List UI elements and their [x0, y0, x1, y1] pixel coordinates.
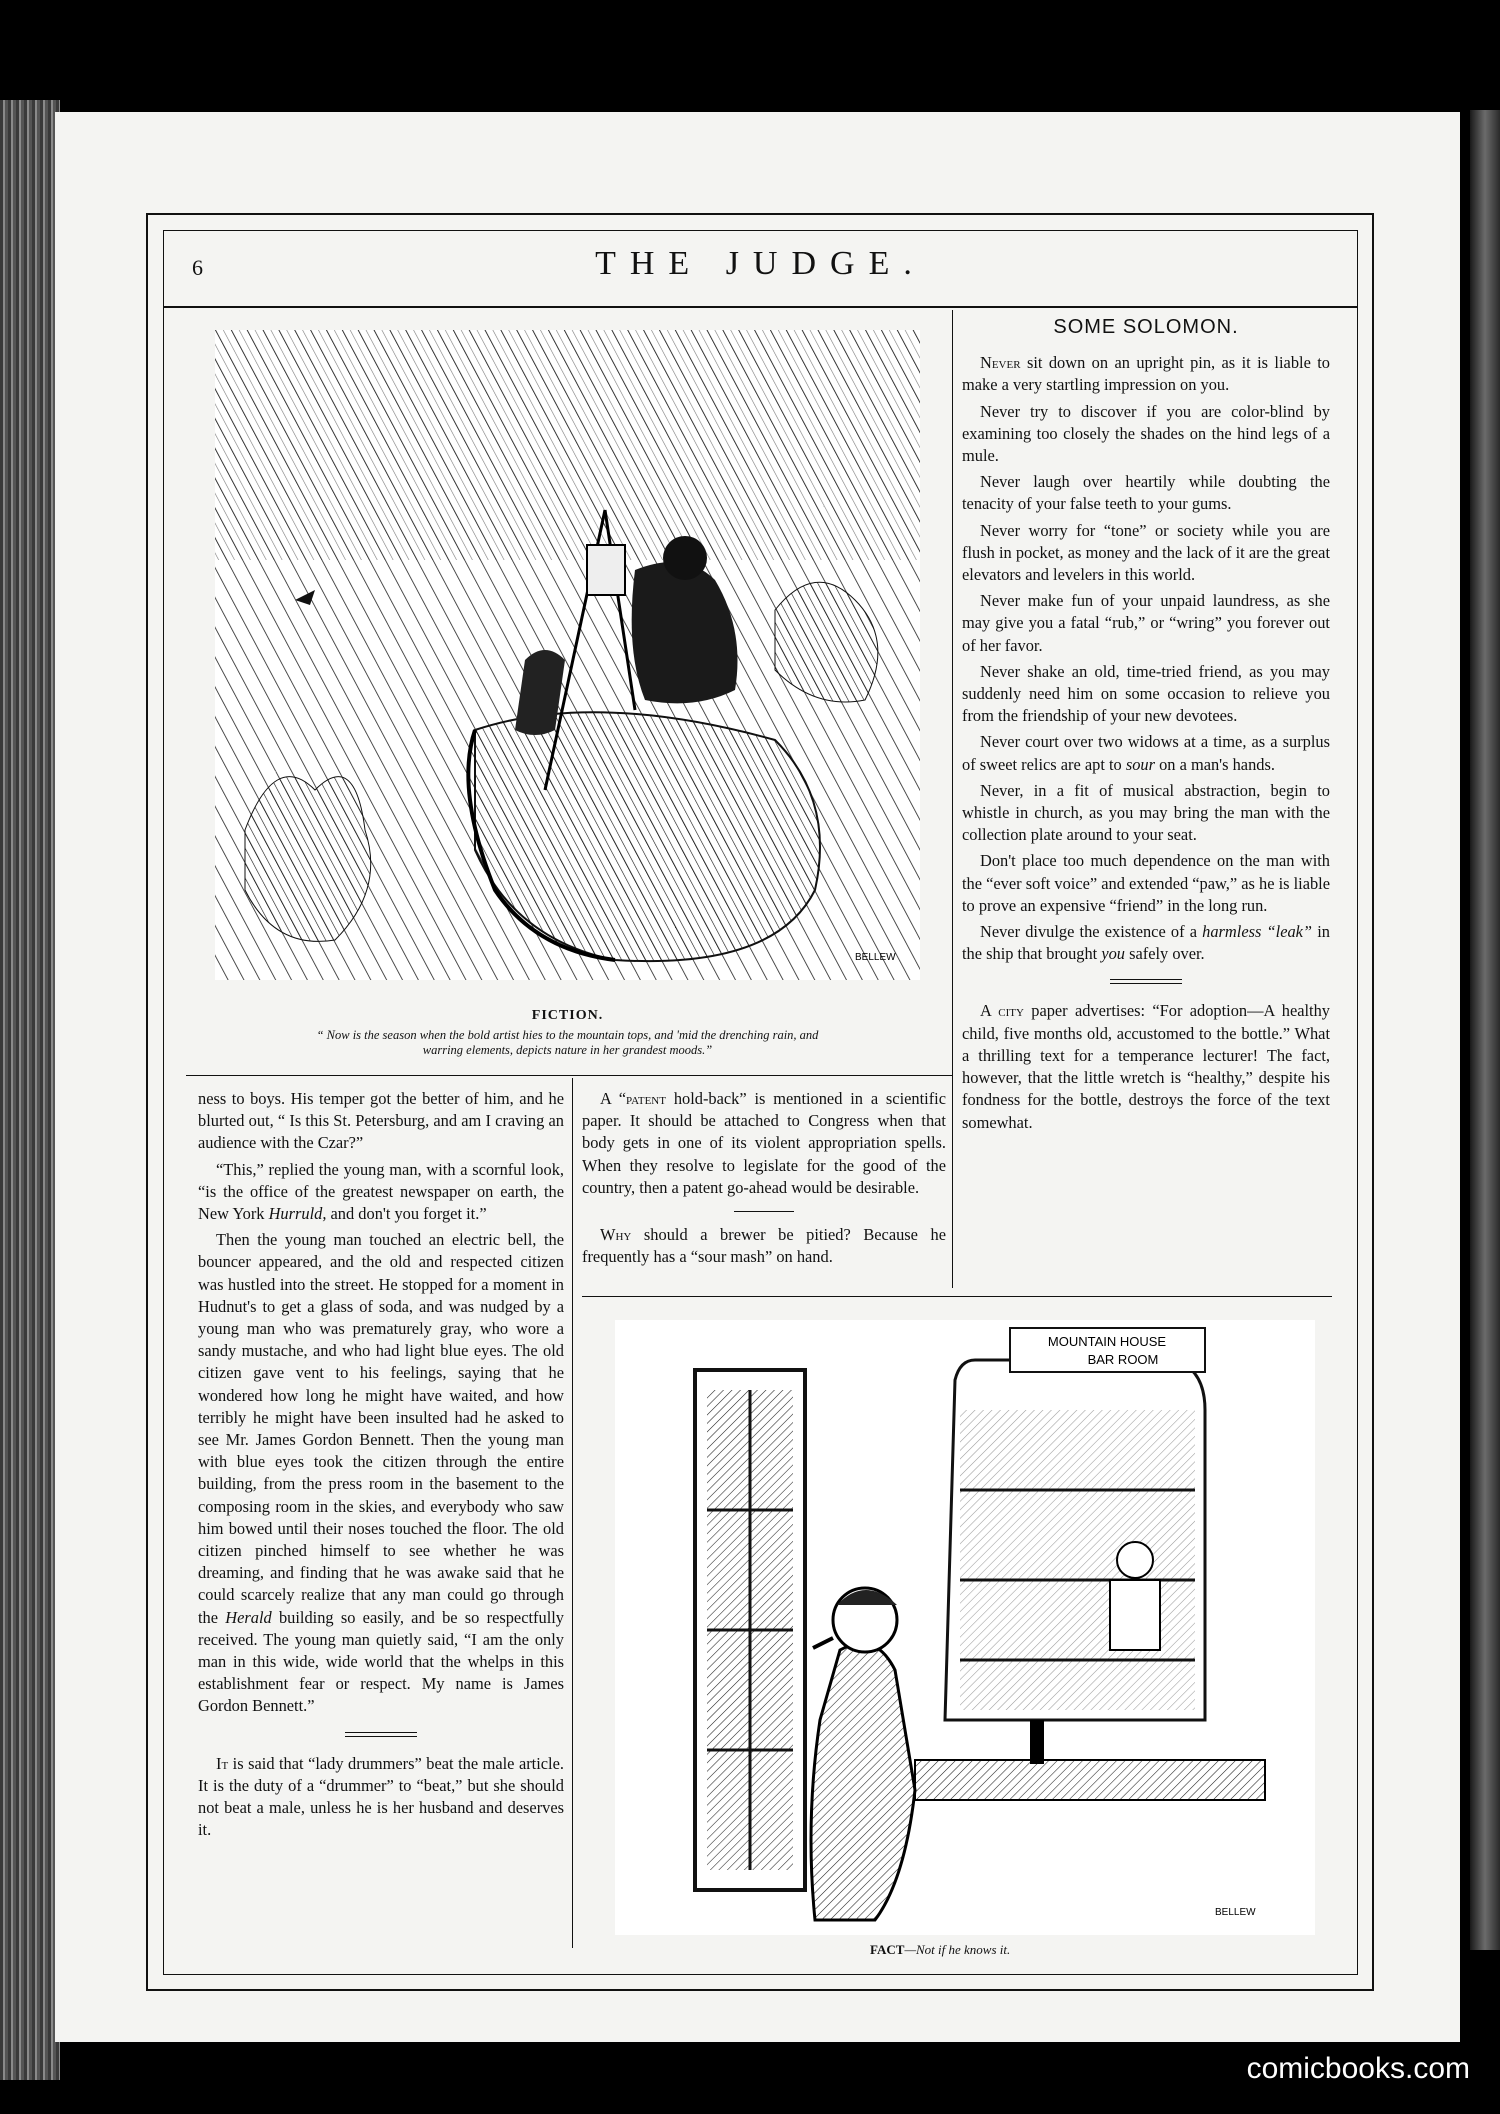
book-spine-edge — [0, 100, 60, 2080]
section-divider — [345, 1732, 417, 1737]
solomon-paragraph: Never laugh over heartily while doubting the tenacity of your false teeth to your gums. — [962, 472, 1330, 514]
bar-sign-line2: BAR ROOM — [1087, 1352, 1159, 1367]
solomon-paragraph: Never worry for “tone” or society while you are flush in pocket, as money and the lack of it are the great elevators and levelers in this world. — [962, 520, 1330, 585]
page-number: 6 — [192, 255, 203, 280]
middle-paragraph: A “patent hold-back” is mentioned in a scientific paper. It should be attached to Congress when that body gets in one of its violent appropriation spells. When they resolve to legislate for the good of the country, then a patent go-ahead would be desirable. — [582, 1089, 946, 1197]
fiction-caption-line1: “ Now is the season when the bold artist hies to the mountain tops, and 'mid the drenching rain, and — [316, 1028, 819, 1042]
section-divider — [734, 1211, 794, 1212]
column-rule-left — [572, 1078, 573, 1948]
fiction-caption-line2: warring elements, depicts nature in her grandest moods.” — [422, 1043, 713, 1057]
solomon-paragraph: Never court over two widows at a time, as a surplus of sweet relics are apt to sour on a man's hands. — [962, 732, 1330, 774]
middle-paragraph: Why should a brewer be pitied? Because he frequently has a “sour mash” on hand. — [582, 1225, 946, 1267]
fiction-caption-title: FICTION. — [531, 1008, 604, 1023]
column-rule-right — [952, 310, 953, 1288]
page-header — [163, 245, 1358, 301]
solomon-paragraph: Don't place too much dependence on the man with the “ever soft voice” and extended “paw,” as he is liable to prove an expensive “friend” in the long run. — [962, 851, 1331, 915]
solomon-paragraph: Never sit down on an upright pin, as it is liable to make a very startling impression on you. — [962, 353, 1330, 395]
header-rule — [163, 306, 1358, 308]
solomon-paragraph: Never shake an old, time-tried friend, as you may suddenly need him on some occasion to relieve you from the friendship of your new devotees. — [962, 661, 1330, 726]
city-paragraph: A city paper advertises: “For adoption—A healthy child, five months old, accustomed to the bottle.” What a thrilling text for a temperance lecturer! The fact, however, that the little wretch is “healthy,” despite his fondness for the bottle, destroys the force of the text somewhat. — [962, 1001, 1330, 1132]
bar-sign-line1: MOUNTAIN HOUSE — [1047, 1334, 1167, 1349]
fact-illustration — [615, 1320, 1315, 1935]
solomon-paragraph: Never make fun of your unpaid laundress, as she may give you a fatal “rub,” or “wring” you forever out of her favor. — [962, 591, 1330, 655]
section-divider — [1110, 979, 1182, 984]
book-right-edge — [1470, 110, 1500, 1950]
left-paragraph: It is said that “lady drummers” beat the male article. It is the duty of a “drummer” to “beat,” but she should not beat a male, unless he is her husband and deserves it. — [198, 1753, 564, 1840]
fact-caption: FACT—Not if he knows it. — [870, 1942, 1011, 1957]
masthead-title: THE JUDGE. — [595, 245, 926, 282]
left-column — [198, 1088, 564, 1846]
fact-signature: BELLEW — [1215, 1907, 1256, 1918]
left-paragraph: “This,” replied the young man, with a scornful look, “is the office of the greatest newspaper on earth, the New York Hurruld, and don't you forget it.” — [198, 1159, 564, 1224]
solomon-paragraph: Never try to discover if you are color-blind by examining too closely the shades on the hind legs of a mule. — [962, 401, 1330, 466]
site-watermark: comicbooks.com — [1246, 2052, 1470, 2085]
fiction-illustration — [215, 330, 920, 980]
solomon-column — [962, 312, 1330, 1138]
solomon-paragraph: Never divulge the existence of a harmless “leak” in the ship that brought you safely over. — [962, 922, 1330, 964]
middle-column — [582, 1088, 946, 1272]
solomon-paragraph: Never, in a fit of musical abstraction, begin to whistle in church, as you may bring the man with the collection plate around to your seat. — [962, 780, 1330, 845]
fiction-bottom-rule — [186, 1075, 952, 1076]
fiction-signature: BELLEW — [855, 952, 896, 963]
left-paragraph: ness to boys. His temper got the better of him, and he blurted out, “ Is this St. Petersburg, and am I craving an audience with the Czar?” — [198, 1089, 564, 1153]
left-paragraph: Then the young man touched an electric bell, the bouncer appeared, and the old and respected citizen was hustled into the street. He stopped for a moment in Hudnut's to get a glass of soda, and was nudged by a young man who was prematurely gray, who wore a sandy mustache, and who had light blue eyes. The old citizen gave vent to his feelings, saying that he wondered how long he might have waited, and how terribly he might have been insulted had he asked to see Mr. James Gordon Bennett. Then the young man with blue eyes took the citizen through the entire building, from the press room in the basement to the composing room in the skies, and everybody who saw him bowed until their noses touched the floor. The old citizen pinched himself to see whether he was dreaming, and finding that he was awake said that he could scarcely realize that any man could go through the Herald building so easily, and be so respectfully received. The young man quietly said, “I am the only man in this wide, wide world that the whelps in this establishment fear or respect. My name is James Gordon Bennett.” — [198, 1230, 564, 1716]
solomon-title: SOME SOLOMON. — [1053, 316, 1239, 338]
fact-top-rule — [582, 1296, 1332, 1297]
